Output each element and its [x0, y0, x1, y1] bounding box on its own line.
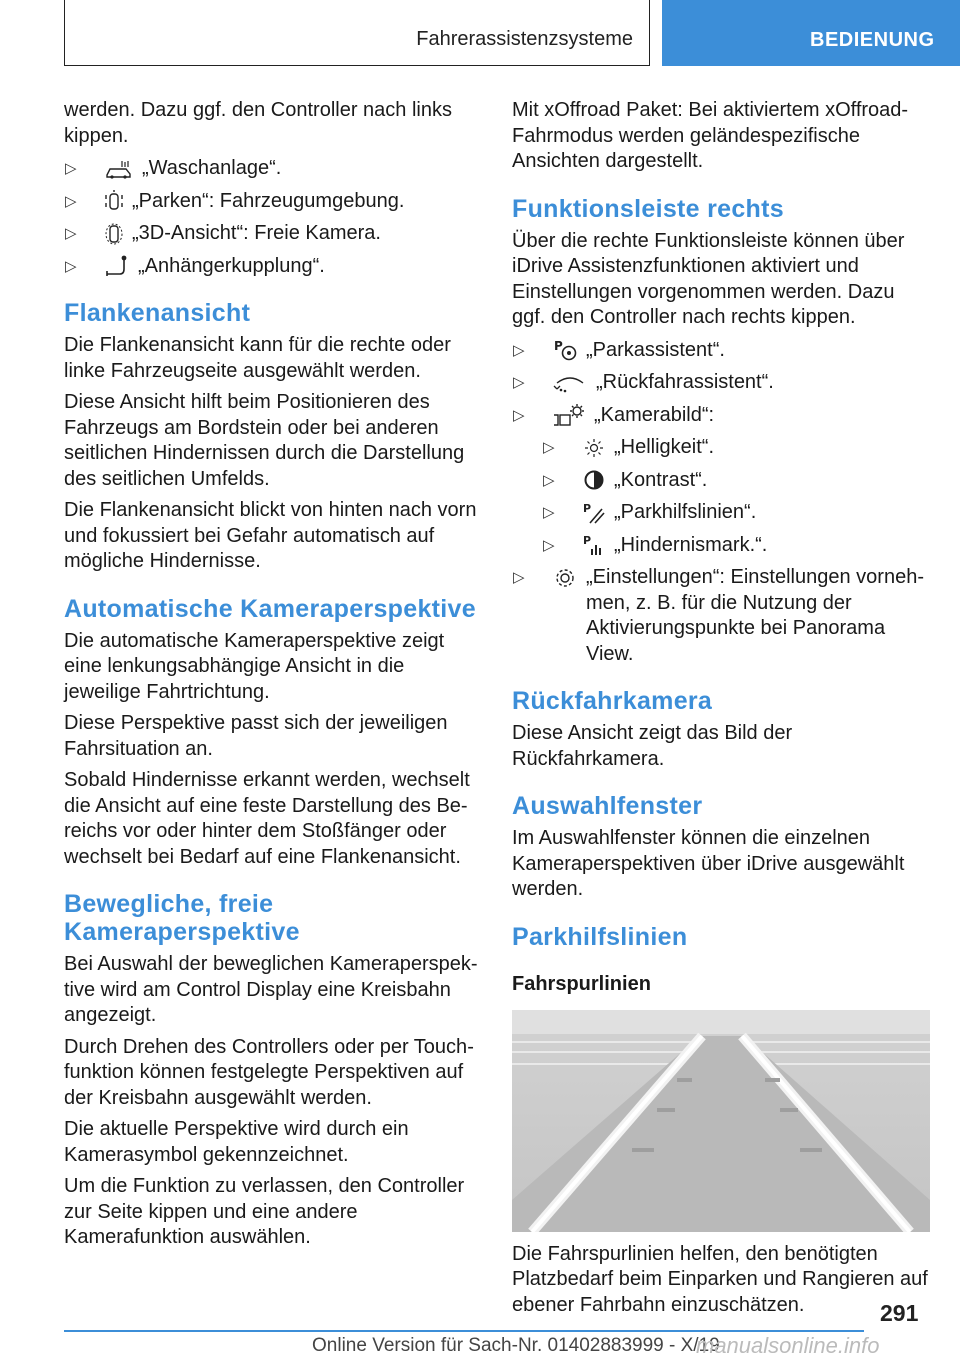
- parking-car-icon: [104, 189, 124, 214]
- list-item-label: „Hindernismark.“.: [614, 533, 768, 556]
- bullet-triangle-icon: ▷: [513, 374, 525, 391]
- paragraph: Bei Auswahl der beweglichen Kameraperspektive wird am Control Display eine Kreisbahn angezeigt.: [64, 953, 478, 1026]
- 3d-view-car-icon: [104, 221, 124, 246]
- header-section-box: [64, 0, 650, 66]
- list-item: [512, 565, 930, 667]
- footer-online-version: Online Version für Sach-Nr. 01402883999 - X/19: [312, 1335, 720, 1356]
- bullet-triangle-icon: ▷: [513, 406, 525, 424]
- heading-line: Kameraperspektive: [64, 918, 300, 946]
- lane-lines-illustration: [512, 1010, 930, 1232]
- list-item: [64, 189, 482, 215]
- list-item-label: „3D-Ansicht“: Freie Kamera.: [132, 222, 381, 244]
- bullet-triangle-icon: ▷: [543, 471, 555, 489]
- list-item-label: „Kontrast“.: [614, 468, 708, 491]
- camera-settings-icon: [552, 403, 586, 428]
- list-item: [512, 403, 930, 429]
- bullet-triangle-icon: ▷: [543, 439, 555, 456]
- settings-list: [512, 565, 930, 667]
- trailer-hitch-icon: [104, 254, 130, 279]
- list-item-label: „Parkhilfslinien“.: [614, 501, 757, 523]
- list-item: [542, 500, 930, 526]
- contrast-icon: [582, 468, 606, 493]
- paragraph: Diese Ansicht zeigt das Bild der Rückfahrkamera.: [512, 722, 793, 770]
- list-item: [64, 156, 482, 182]
- list-item: [512, 338, 930, 364]
- paragraph: Um die Funktion zu verlassen, den Controller zur Seite kippen und eine andere Kamerafunktion auswählen.: [64, 1175, 465, 1248]
- bullet-triangle-icon: ▷: [65, 257, 77, 275]
- header-section-title: Fahrerassistenzsysteme: [416, 28, 633, 50]
- heading-line: Bewegliche, freie: [64, 890, 274, 918]
- camera-image-sublist: [542, 435, 930, 558]
- left-column: [64, 98, 482, 1257]
- toolbar-list: [512, 338, 930, 429]
- header-chapter-box: [662, 0, 960, 66]
- list-item-label: „Parkassistent“.: [586, 338, 725, 361]
- list-item: [64, 254, 482, 280]
- section-heading-lines: Parkhilfslinien: [512, 922, 688, 951]
- intro-text: werden. Dazu ggf. den Controller nach links kippen.: [64, 99, 452, 147]
- section-heading-rear: Rückfahrkamera: [512, 687, 713, 715]
- paragraph: Die automatische Kameraperspektive zeigt eine lenkungsabhängige Ansicht in die jeweilige Fahrtrichtung.: [64, 629, 445, 703]
- list-item-label: „Waschanlage“.: [142, 157, 282, 179]
- parking-lines-icon: [582, 500, 606, 525]
- paragraph: Über die rechte Funktionsleiste können über iDrive Assistenzfunktionen aktiviert und Einstellungen vorgenommen werden. Dazu ggf. den Controller nach rechts kippen.: [512, 229, 905, 328]
- paragraph: Mit xOffroad Paket: Bei aktiviertem xOffroad-Fahrmodus werden geländespezifische Ansichten dargestellt.: [512, 99, 909, 172]
- svg-text:P: P: [583, 534, 592, 547]
- bullet-triangle-icon: ▷: [65, 160, 77, 177]
- section-heading-selection: Auswahlfenster: [512, 792, 703, 820]
- list-item: [542, 468, 930, 494]
- right-column: [512, 98, 930, 1324]
- header-chapter-title: BEDIENUNG: [810, 29, 935, 51]
- paragraph: Im Auswahlfenster können die einzelnen Kameraperspektiven über iDrive ausgewählt werden.: [512, 827, 905, 900]
- paragraph: Die Fahrspurlinien helfen, den benötigten Platzbedarf beim Einparken und Rangieren auf ebener Fahrbahn einzuschätzen.: [512, 1242, 928, 1316]
- park-assist-icon: [552, 338, 578, 363]
- list-item-label: „Helligkeit“.: [614, 436, 715, 458]
- paragraph: Diese Perspektive passt sich der jeweiligen Fahrsituation an.: [64, 712, 448, 760]
- settings-gear-icon: [552, 565, 578, 590]
- page-header: [0, 0, 960, 66]
- list-item: [542, 435, 930, 461]
- paragraph: Die Flankenansicht kann für die rechte oder linke Fahrzeugseite ausgewählt werden.: [64, 334, 451, 382]
- bullet-triangle-icon: ▷: [513, 569, 525, 586]
- watermark: manualsonline.info: [696, 1333, 880, 1358]
- paragraph: Durch Drehen des Controllers oder per Touchfunktion können festgelegte Perspektiven auf der Kreisbahn ausgewählt werden.: [64, 1035, 474, 1109]
- paragraph: Die aktuelle Perspektive wird durch ein Kamerasymbol gekennzeichnet.: [64, 1118, 409, 1166]
- obstacle-marking-icon: [582, 533, 606, 558]
- section-heading-flank: Flankenansicht: [64, 299, 251, 327]
- list-item: [542, 533, 930, 559]
- list-item: [512, 370, 930, 396]
- bullet-triangle-icon: ▷: [65, 192, 77, 210]
- brightness-icon: [582, 435, 606, 460]
- car-wash-icon: [104, 156, 134, 181]
- paragraph: Diese Ansicht hilft beim Positionieren des Fahrzeugs am Bordstein oder bei anderen seitlichen Hindernissen durch die Darstellung des seitlichen Umfelds.: [64, 391, 465, 490]
- bullet-triangle-icon: ▷: [543, 536, 555, 554]
- view-list: [64, 156, 482, 279]
- list-item-label: „Parken“: Fahrzeugumgebung.: [132, 189, 405, 212]
- section-heading-movable: [64, 890, 482, 946]
- list-item-label: „Einstellungen“: Einstellungen vornehmen, z. B. für die Nutzung der Aktivierungspunkte bei Panorama View.: [586, 566, 924, 665]
- section-heading-auto: Automatische Kameraperspektive: [64, 594, 476, 623]
- list-item-label: „Anhängerkupplung“.: [138, 254, 325, 277]
- svg-text:P: P: [583, 501, 592, 515]
- bullet-triangle-icon: ▷: [513, 341, 525, 359]
- section-heading-toolbar: Funktionsleiste rechts: [512, 194, 784, 223]
- paragraph: Die Flankenansicht blickt von hinten nach vorn und fokussiert bei Gefahr automatisch auf mögliche Hindernisse.: [64, 499, 477, 572]
- bullet-triangle-icon: ▷: [65, 225, 77, 242]
- page-number: 291: [880, 1300, 919, 1326]
- list-item-label: „Kamerabild“:: [594, 403, 715, 426]
- reverse-assist-icon: [552, 370, 588, 395]
- list-item-label: „Rückfahrassistent“.: [596, 371, 774, 393]
- svg-text:P: P: [554, 339, 563, 353]
- bullet-triangle-icon: ▷: [543, 504, 555, 521]
- subheading-lanes: Fahrspurlinien: [512, 972, 651, 995]
- paragraph: Sobald Hindernisse erkannt werden, wechselt die Ansicht auf eine feste Darstellung des Bereichs vor oder hinter dem Stoßfänger oder wechselt bei Bedarf auf eine Flankenansicht.: [64, 769, 470, 868]
- footer-divider: [64, 1330, 864, 1332]
- list-item: [64, 221, 482, 247]
